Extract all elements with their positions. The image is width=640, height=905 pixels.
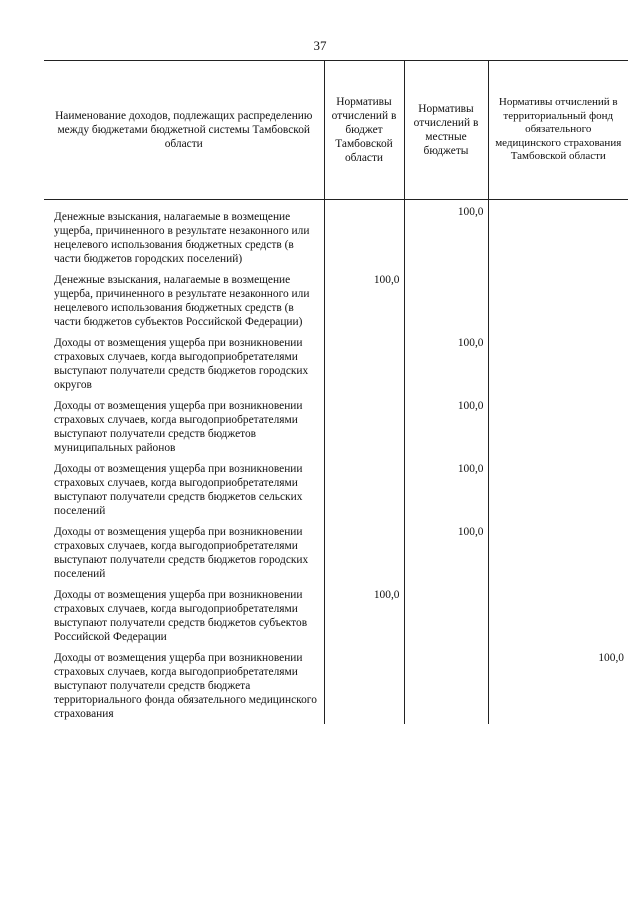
table-row — [44, 332, 628, 395]
revenue-name: Денежные взыскания, налагаемые в возмещение ущерба, причиненного в результате незаконного или нецелевого использования бюджетных средств (в части бюджетов субъектов Российской Федерации) — [54, 274, 310, 328]
table-row — [44, 584, 628, 647]
table-row — [44, 200, 628, 270]
revenue-name: Доходы от возмещения ущерба при возникновении страховых случаев, когда выгодоприобретателями выступают получатели средств бюджетов сельских поселений — [54, 463, 303, 517]
fund-value — [488, 584, 628, 647]
table-row — [44, 521, 628, 584]
revenue-name: Доходы от возмещения ущерба при возникновении страховых случаев, когда выгодоприобретателями выступают получатели средств бюджетов муниципальных районов — [54, 400, 303, 454]
local-value: 100,0 — [404, 332, 488, 395]
region-value — [324, 647, 404, 724]
revenue-name: Доходы от возмещения ущерба при возникновении страховых случаев, когда выгодоприобретателями выступают получатели средств бюджетов городских округов — [54, 337, 309, 391]
fund-value — [488, 395, 628, 458]
region-value: 100,0 — [324, 269, 404, 332]
revenue-distribution-table — [44, 60, 628, 724]
header-local-budgets: Нормативы отчислений в местные бюджеты — [404, 61, 488, 200]
page-number: 37 — [313, 38, 327, 53]
revenue-name: Денежные взыскания, налагаемые в возмещение ущерба, причиненного в результате незаконного или нецелевого использования бюджетных средств (в части бюджетов городских поселений) — [54, 211, 310, 265]
local-value: 100,0 — [404, 521, 488, 584]
region-value — [324, 458, 404, 521]
region-value — [324, 332, 404, 395]
region-value — [324, 200, 404, 270]
local-value: 100,0 — [404, 395, 488, 458]
fund-value — [488, 521, 628, 584]
local-value — [404, 584, 488, 647]
header-revenue-name: Наименование доходов, подлежащих распределению между бюджетами бюджетной системы Тамбовской области — [44, 61, 324, 200]
local-value: 100,0 — [404, 458, 488, 521]
header-medical-fund: Нормативы отчислений в территориальный фонд обязательного медицинского страхования Тамбовской области — [488, 61, 628, 200]
fund-value: 100,0 — [488, 647, 628, 724]
table-row — [44, 395, 628, 458]
region-value — [324, 521, 404, 584]
fund-value — [488, 332, 628, 395]
revenue-name: Доходы от возмещения ущерба при возникновении страховых случаев, когда выгодоприобретателями выступают получатели средств бюджета территориального фонда обязательного медицинского страхования — [54, 652, 317, 720]
local-value — [404, 269, 488, 332]
header-region-budget: Нормативы отчислений в бюджет Тамбовской области — [324, 61, 404, 200]
local-value: 100,0 — [404, 200, 488, 270]
table-row — [44, 647, 628, 724]
table-header-row — [44, 61, 628, 200]
revenue-name: Доходы от возмещения ущерба при возникновении страховых случаев, когда выгодоприобретателями выступают получатели средств бюджетов субъектов Российской Федерации — [54, 589, 308, 643]
fund-value — [488, 200, 628, 270]
region-value — [324, 395, 404, 458]
local-value — [404, 647, 488, 724]
fund-value — [488, 269, 628, 332]
fund-value — [488, 458, 628, 521]
table-row — [44, 269, 628, 332]
revenue-name: Доходы от возмещения ущерба при возникновении страховых случаев, когда выгодоприобретателями выступают получатели средств бюджетов городских поселений — [54, 526, 309, 580]
table-row — [44, 458, 628, 521]
region-value: 100,0 — [324, 584, 404, 647]
